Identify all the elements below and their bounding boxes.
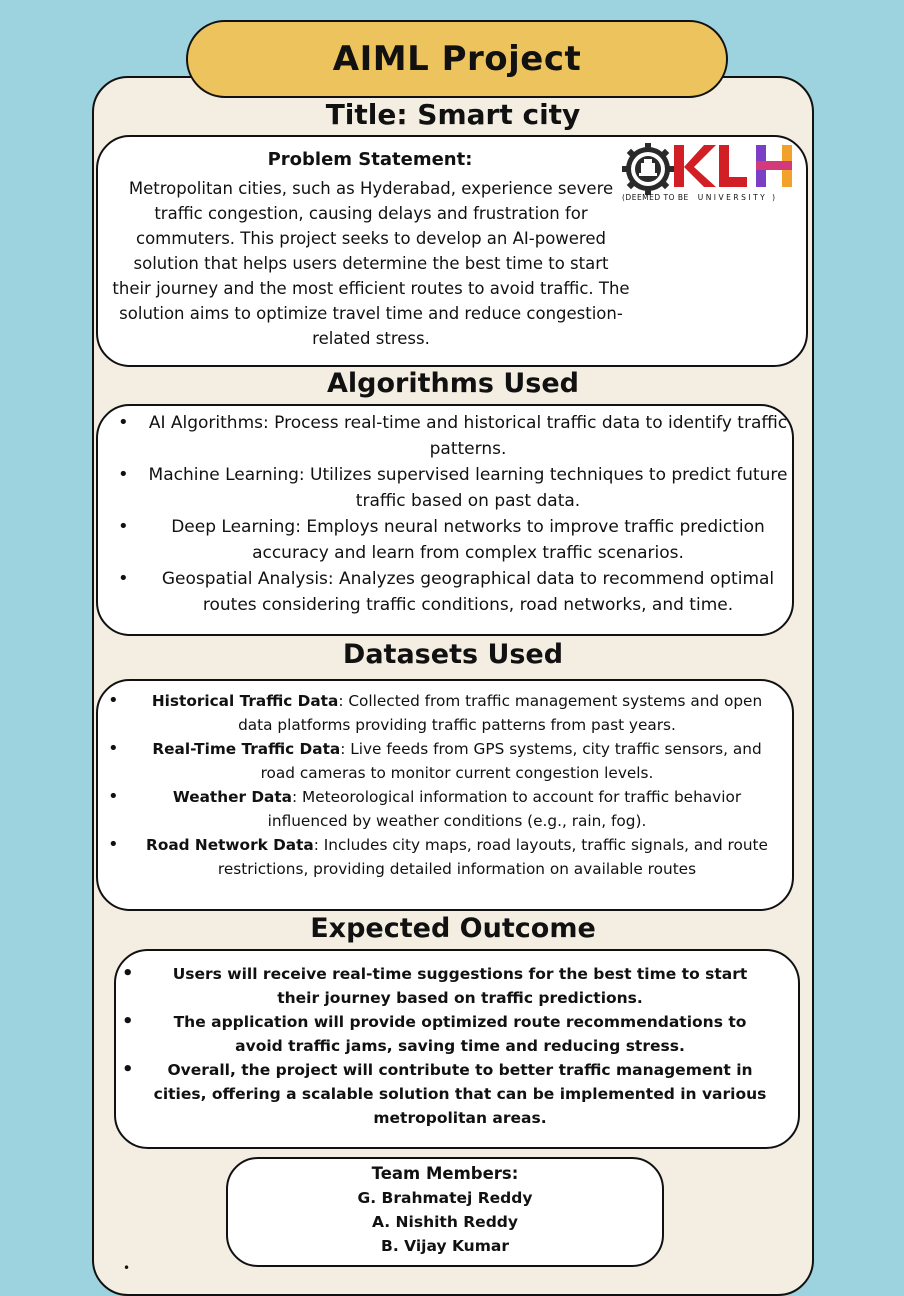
algorithms-list xyxy=(148,410,788,618)
page-title: Title: Smart city xyxy=(325,98,581,131)
team-member: G. Brahmatej Reddy xyxy=(357,1189,533,1207)
stray-bullet: • xyxy=(123,1261,131,1275)
list-item: • Machine Learning: Utilizes supervised learning techniques to predict future traffic based on past data. xyxy=(148,462,788,514)
dataset-text: : Live feeds from GPS systems, city traffic sensors, and road cameras to monitor current congestion levels. xyxy=(260,740,762,782)
list-item xyxy=(138,689,776,737)
list-item: • AI Algorithms: Process real-time and historical traffic data to identify traffic patterns. xyxy=(148,410,788,462)
list-item: • The application will provide optimized route recommendations to avoid traffic jams, saving time and reducing stress. xyxy=(152,1010,768,1058)
project-banner xyxy=(186,20,728,98)
team-heading: Team Members: xyxy=(371,1164,519,1183)
dataset-text: : Collected from traffic management systems and open data platforms providing traffic patterns from past years. xyxy=(238,692,763,734)
list-item xyxy=(138,737,776,785)
list-item: • Deep Learning: Employs neural networks to improve traffic prediction accuracy and learn from complex traffic scenarios. xyxy=(148,514,788,566)
team-member: A. Nishith Reddy xyxy=(371,1213,518,1231)
dataset-label: Weather Data xyxy=(172,788,293,806)
list-item xyxy=(138,785,776,833)
list-item: • Geospatial Analysis: Analyzes geographical data to recommend optimal routes considering traffic conditions, road networks, and time. xyxy=(148,566,788,618)
datasets-heading: Datasets Used xyxy=(342,639,564,670)
dataset-text: : Includes city maps, road layouts, traffic signals, and route restrictions, providing detailed information on available routes xyxy=(217,836,768,878)
logo-tagline: (DEEMED TO BE xyxy=(622,193,689,202)
problem-heading: Problem Statement: xyxy=(267,149,473,170)
logo-sub: UNIVERSITY ) xyxy=(697,193,778,202)
outcome-heading: Expected Outcome xyxy=(310,913,596,944)
dataset-text: : Meteorological information to account for traffic behavior influenced by weather conditions (e.g., rain, fog). xyxy=(267,788,742,830)
datasets-list xyxy=(138,689,776,881)
dataset-label: Road Network Data xyxy=(146,836,314,854)
logo-caption xyxy=(622,193,796,202)
dataset-label: Real-Time Traffic Data xyxy=(152,740,341,758)
dataset-label: Historical Traffic Data xyxy=(151,692,339,710)
algorithms-heading: Algorithms Used xyxy=(327,368,579,399)
problem-text: Metropolitan cities, such as Hyderabad, experience severe traffic congestion, causing delays and frustration for commuters. This project seeks to develop an AI-powered solution that helps users determine the best time to start their journey and the most efficient routes to avoid traffic. The solution aims to optimize travel time and reduce congestion-related stress. xyxy=(112,179,630,348)
list-item: • Overall, the project will contribute to better traffic management in cities, offering a scalable solution that can be implemented in various metropolitan areas. xyxy=(152,1058,768,1130)
list-item xyxy=(138,833,776,881)
list-item: • Users will receive real-time suggestions for the best time to start their journey based on traffic predictions. xyxy=(152,962,768,1010)
team-member: B. Vijay Kumar xyxy=(381,1237,509,1255)
project-title: AIML Project xyxy=(332,39,582,79)
outcome-list xyxy=(152,962,768,1130)
team-members xyxy=(226,1162,664,1258)
university-logo xyxy=(622,141,796,207)
